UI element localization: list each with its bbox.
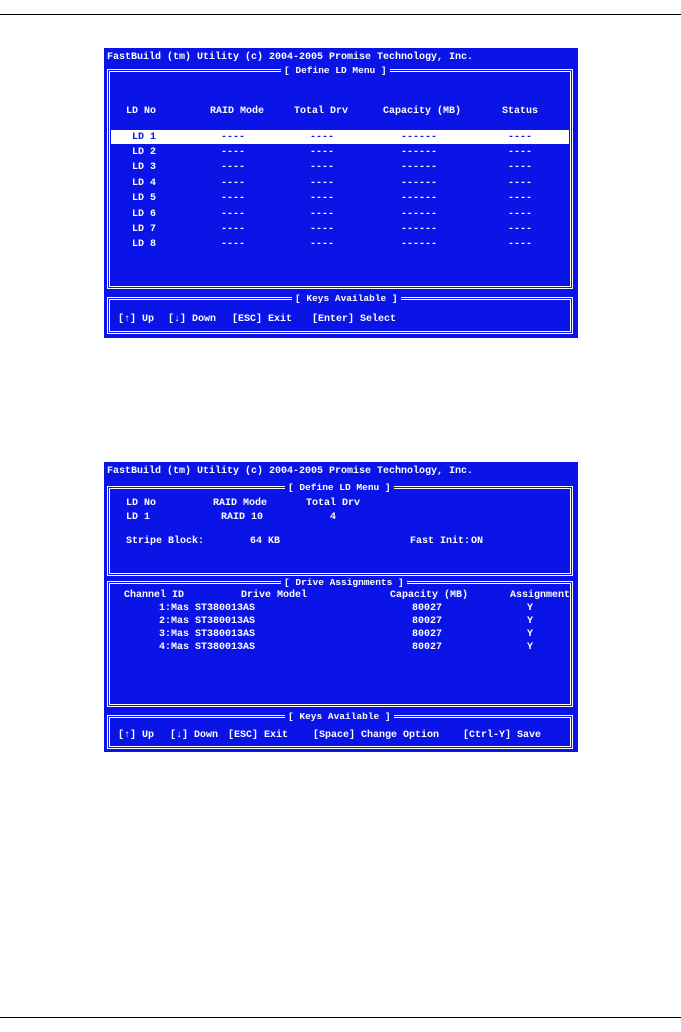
channel-cell: 2:Mas — [159, 616, 190, 627]
define-ld-menu-screen — [104, 48, 578, 338]
col-header-status: Status — [502, 106, 539, 117]
drv-cell: ---- — [310, 132, 335, 143]
define-ld-panel-title: [ Define LD Menu ] — [285, 483, 394, 493]
status-cell: ---- — [508, 209, 533, 220]
status-cell: ---- — [508, 162, 533, 173]
raid-cell: ---- — [221, 209, 246, 220]
drv-cell: ---- — [310, 147, 335, 158]
raid-cell: ---- — [221, 193, 246, 204]
col-header-total-drv: Total Drv — [294, 106, 349, 117]
define-ld-detail-screen — [104, 462, 578, 752]
channel-cell: 1:Mas — [159, 603, 190, 614]
fast-init-label: Fast Init: — [410, 536, 471, 547]
assignment-cell[interactable]: Y — [527, 629, 534, 640]
drv-cell: ---- — [310, 239, 335, 250]
cap-cell: ------ — [401, 239, 438, 250]
key-ctrl-y-hint: [Ctrl-Y] Save — [463, 730, 542, 741]
col-header-assignment: Assignment — [510, 590, 571, 601]
total-drv-value[interactable]: 4 — [330, 512, 337, 523]
key-up-hint: [↑] Up — [118, 730, 155, 741]
key-down-hint: [↓] Down — [168, 314, 217, 325]
capacity-cell: 80027 — [412, 616, 443, 627]
raid-cell: ---- — [221, 224, 246, 235]
key-enter-hint: [Enter] Select — [312, 314, 397, 325]
status-cell: ---- — [508, 132, 533, 143]
keys-panel-title: [ Keys Available ] — [285, 712, 394, 722]
cap-cell: ------ — [401, 193, 438, 204]
stripe-block-label: Stripe Block: — [126, 536, 205, 547]
drv-cell: ---- — [310, 224, 335, 235]
raid-mode-value[interactable]: RAID 10 — [221, 512, 264, 523]
ld-cell: LD 2 — [132, 147, 157, 158]
status-cell: ---- — [508, 224, 533, 235]
col-header-raid-mode: RAID Mode — [210, 106, 265, 117]
model-cell: ST380013AS — [195, 616, 256, 627]
define-ld-panel — [107, 69, 573, 289]
drv-cell: ---- — [310, 178, 335, 189]
assignment-cell[interactable]: Y — [527, 616, 534, 627]
title-bar: FastBuild (tm) Utility (c) 2004-2005 Promise Technology, Inc. — [107, 466, 474, 477]
model-cell: ST380013AS — [195, 603, 256, 614]
capacity-cell: 80027 — [412, 629, 443, 640]
ld-cell: LD 4 — [132, 178, 157, 189]
raid-cell: ---- — [221, 132, 246, 143]
ld-cell: LD 5 — [132, 193, 157, 204]
raid-cell: ---- — [221, 162, 246, 173]
key-down-hint: [↓] Down — [170, 730, 219, 741]
cap-cell: ------ — [401, 162, 438, 173]
model-cell: ST380013AS — [195, 642, 256, 653]
cap-cell: ------ — [401, 209, 438, 220]
assignment-cell[interactable]: Y — [527, 642, 534, 653]
assignment-cell[interactable]: Y — [527, 603, 534, 614]
channel-cell: 3:Mas — [159, 629, 190, 640]
keys-panel-title: [ Keys Available ] — [292, 294, 401, 304]
status-cell: ---- — [508, 178, 533, 189]
cap-cell: ------ — [401, 224, 438, 235]
col-header-capacity: Capacity (MB) — [390, 590, 469, 601]
key-esc-hint: [ESC] Exit — [232, 314, 293, 325]
ld-cell: LD 1 — [132, 132, 157, 143]
col-header-drive-model: Drive Model — [241, 590, 308, 601]
ld-no-header: LD No — [126, 498, 157, 509]
raid-mode-header: RAID Mode — [213, 498, 268, 509]
fast-init-value[interactable]: ON — [471, 536, 484, 547]
drive-assignments-title: [ Drive Assignments ] — [281, 578, 407, 588]
capacity-cell: 80027 — [412, 603, 443, 614]
col-header-ld-no: LD No — [126, 106, 157, 117]
title-bar: FastBuild (tm) Utility (c) 2004-2005 Promise Technology, Inc. — [107, 52, 474, 63]
ld-cell: LD 7 — [132, 224, 157, 235]
cap-cell: ------ — [401, 147, 438, 158]
raid-cell: ---- — [221, 239, 246, 250]
stripe-block-value[interactable]: 64 KB — [250, 536, 281, 547]
ld-cell: LD 8 — [132, 239, 157, 250]
cap-cell: ------ — [401, 178, 438, 189]
status-cell: ---- — [508, 239, 533, 250]
page-top-rule — [0, 14, 681, 15]
page-bottom-rule — [0, 1017, 681, 1018]
selected-row-highlight — [111, 130, 569, 144]
col-header-capacity: Capacity (MB) — [383, 106, 462, 117]
channel-cell: 4:Mas — [159, 642, 190, 653]
raid-cell: ---- — [221, 147, 246, 158]
total-drv-header: Total Drv — [306, 498, 361, 509]
key-space-hint: [Space] Change Option — [313, 730, 440, 741]
key-esc-hint: [ESC] Exit — [228, 730, 289, 741]
ld-no-value: LD 1 — [126, 512, 151, 523]
define-ld-panel-title: [ Define LD Menu ] — [281, 66, 390, 76]
drv-cell: ---- — [310, 209, 335, 220]
model-cell: ST380013AS — [195, 629, 256, 640]
capacity-cell: 80027 — [412, 642, 443, 653]
key-up-hint: [↑] Up — [118, 314, 155, 325]
drv-cell: ---- — [310, 193, 335, 204]
ld-cell: LD 3 — [132, 162, 157, 173]
drv-cell: ---- — [310, 162, 335, 173]
raid-cell: ---- — [221, 178, 246, 189]
ld-cell: LD 6 — [132, 209, 157, 220]
status-cell: ---- — [508, 193, 533, 204]
col-header-channel-id: Channel ID — [124, 590, 185, 601]
status-cell: ---- — [508, 147, 533, 158]
cap-cell: ------ — [401, 132, 438, 143]
